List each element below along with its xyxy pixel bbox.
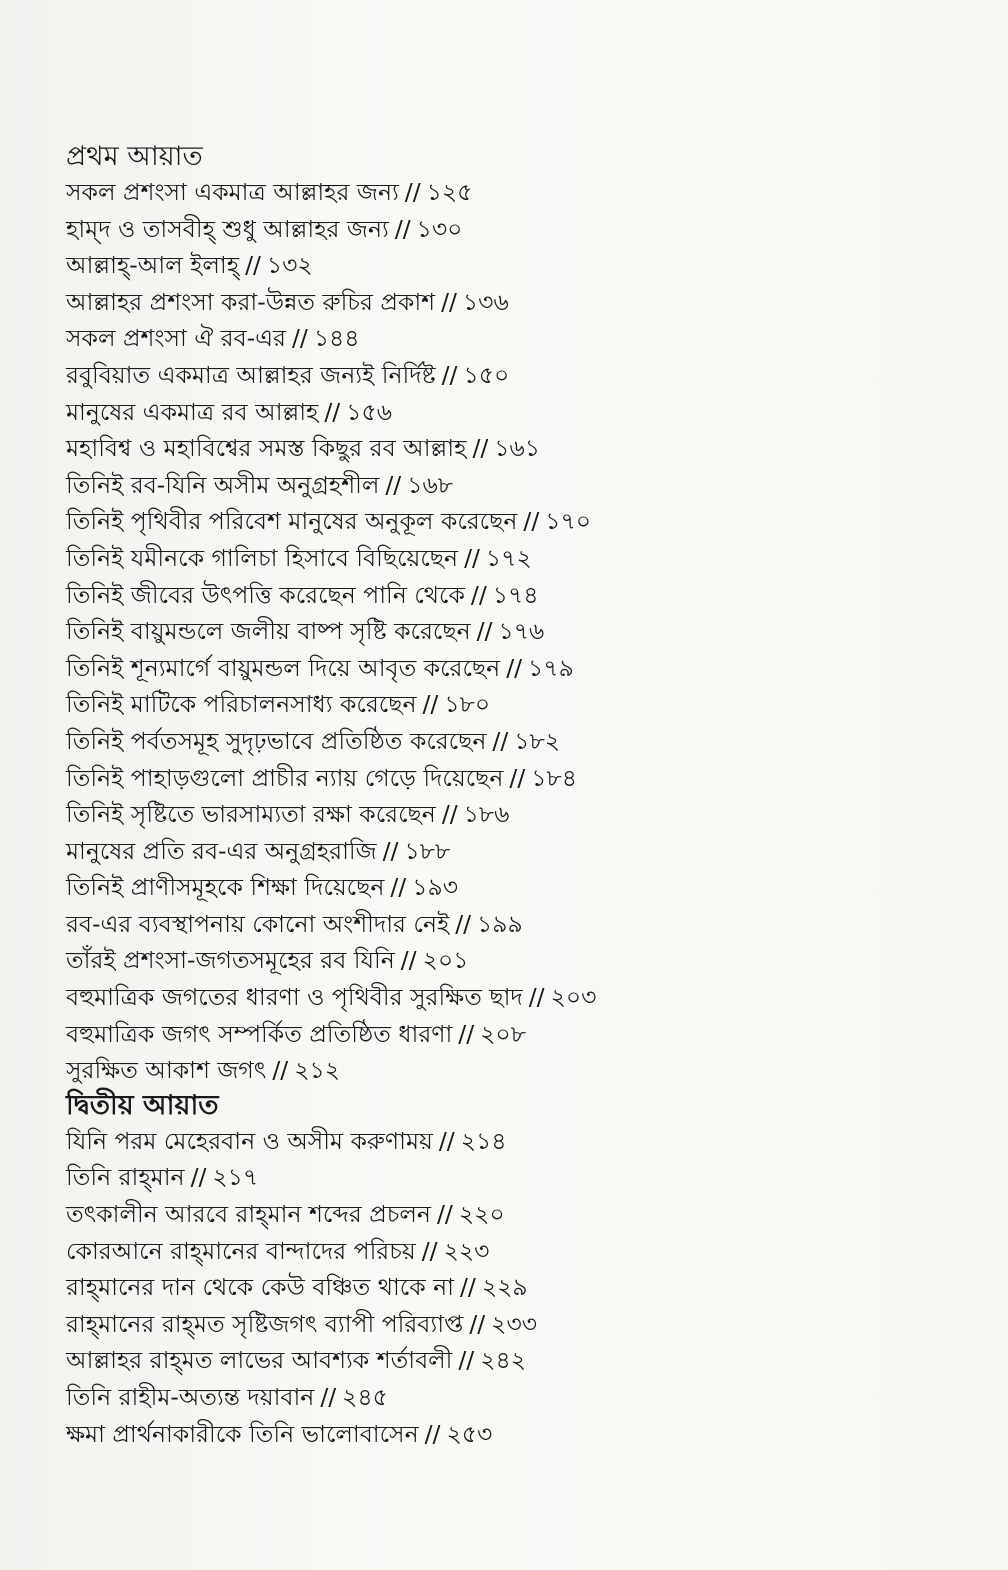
toc-entry-separator: // bbox=[438, 1126, 455, 1155]
section-list-second-ayat bbox=[66, 1123, 966, 1452]
toc-entry-page-number: ২২৯ bbox=[481, 1273, 528, 1302]
toc-entry bbox=[66, 430, 966, 467]
toc-entry-separator: // bbox=[382, 836, 399, 865]
toc-entry-title: বহুমাত্রিক জগতের ধারণা ও পৃথিবীর সুরক্ষিত ছাদ bbox=[66, 983, 523, 1012]
toc-entry-separator: // bbox=[272, 1056, 289, 1085]
toc-entry-separator: // bbox=[400, 946, 417, 975]
section-heading-second-ayat: দ্বিতীয় আয়াত bbox=[66, 1089, 219, 1121]
toc-entry-page-number: ২১৪ bbox=[460, 1126, 507, 1155]
toc-entry-separator: // bbox=[458, 1019, 475, 1048]
toc-entry-separator: // bbox=[245, 251, 261, 280]
toc-entry bbox=[66, 174, 966, 211]
toc-entry bbox=[66, 284, 966, 321]
toc-entry-separator: // bbox=[476, 617, 493, 646]
toc-entry bbox=[66, 1233, 966, 1270]
toc-entry-title: রবুবিয়াত একমাত্র আল্লাহর জন্যই নির্দিষ্ট bbox=[66, 360, 436, 389]
toc-entry-title: তিনিই মাটিকে পরিচালনসাধ্য করেছেন bbox=[66, 690, 417, 719]
toc-entry-separator: // bbox=[441, 800, 458, 829]
toc-entry-title: তৎকালীন আরবে রাহ্‌মান শব্দের প্রচলন bbox=[66, 1200, 431, 1229]
toc-entry-separator: // bbox=[523, 507, 540, 536]
toc-entry-title: তিনি রাহীম-অত্যন্ত দয়াবান bbox=[66, 1383, 315, 1411]
toc-entry-page-number: ১৭০ bbox=[545, 507, 592, 536]
toc-entry-separator: // bbox=[385, 470, 402, 499]
toc-entry-title: কোরআনে রাহ্‌মানের বান্দাদের পরিচয় bbox=[66, 1236, 416, 1265]
toc-entry bbox=[66, 503, 966, 540]
toc-entry-page-number: ১২৫ bbox=[426, 178, 473, 206]
toc-entry-page-number: ১৪৪ bbox=[313, 324, 360, 353]
toc-entry-page-number: ১৯৯ bbox=[477, 909, 523, 938]
toc-entry bbox=[66, 1306, 966, 1343]
toc-entry-title: তিনিই যমীনকে গালিচা হিসাবে বিছিয়েছেন bbox=[66, 543, 459, 572]
section-heading-first-ayat: প্রথম আয়াত bbox=[66, 141, 203, 172]
toc-entry bbox=[66, 1016, 966, 1053]
toc-entry-separator: // bbox=[458, 1346, 475, 1375]
toc-entry-title: আল্লাহ্‌-আল ইলাহ্‌ bbox=[66, 251, 240, 280]
toc-entry bbox=[66, 1159, 966, 1196]
toc-entry-page-number: ১৩০ bbox=[416, 214, 463, 243]
toc-entry-page-number: ২২৩ bbox=[443, 1236, 490, 1265]
toc-entry bbox=[66, 577, 966, 614]
toc-entry bbox=[66, 760, 966, 797]
toc-entry-separator: // bbox=[464, 543, 480, 572]
table-of-contents bbox=[66, 140, 966, 1452]
toc-entry bbox=[66, 942, 966, 979]
toc-entry-separator: // bbox=[469, 1309, 486, 1338]
toc-entry bbox=[66, 320, 966, 357]
toc-entry-page-number: ১৫৬ bbox=[346, 397, 392, 426]
toc-entry-title: মানুষের একমাত্র রব আল্লাহ bbox=[66, 397, 319, 426]
toc-entry bbox=[66, 1196, 966, 1233]
toc-entry-separator: // bbox=[394, 214, 411, 243]
toc-entry bbox=[66, 906, 966, 943]
toc-entry bbox=[66, 686, 966, 723]
toc-entry bbox=[66, 979, 966, 1016]
toc-entry-separator: // bbox=[460, 1273, 476, 1302]
toc-entry bbox=[66, 211, 966, 248]
toc-entry-title: তিনিই সৃষ্টিতে ভারসাম্যতা রক্ষা করেছেন bbox=[66, 800, 436, 829]
toc-entry-title: তিনিই রব-যিনি অসীম অনুগ্রহশীল bbox=[66, 470, 380, 499]
toc-entry-page-number: ১৭৪ bbox=[492, 580, 539, 609]
toc-entry-title: তিনিই পর্বতসমূহ সুদৃঢ়ভাবে প্রতিষ্ঠিত করেছেন bbox=[66, 726, 487, 755]
toc-entry bbox=[66, 1123, 966, 1160]
toc-entry-title: তিনিই শূন্যমার্গে বায়ুমন্ডল দিয়ে আবৃত করেছেন bbox=[66, 653, 501, 682]
toc-entry-title: তিনিই বায়ুমন্ডলে জলীয় বাষ্প সৃষ্টি করেছেন bbox=[66, 617, 471, 646]
toc-entry bbox=[66, 1416, 966, 1453]
toc-entry-page-number: ১৫০ bbox=[463, 360, 510, 389]
toc-entry-title: সকল প্রশংসা একমাত্র আল্লাহর জন্য bbox=[66, 178, 399, 206]
toc-entry bbox=[66, 1052, 966, 1089]
toc-entry-page-number: ১৭৯ bbox=[528, 653, 574, 682]
toc-entry-page-number: ১৯৩ bbox=[412, 873, 458, 902]
toc-entry-page-number: ২৫৩ bbox=[446, 1419, 493, 1448]
toc-entry-separator: // bbox=[509, 763, 526, 792]
toc-entry-separator: // bbox=[190, 1163, 207, 1192]
toc-entry-page-number: ১৮০ bbox=[444, 690, 491, 719]
toc-entry-title: সুরক্ষিত আকাশ জগৎ bbox=[66, 1056, 267, 1085]
toc-entry-title: রাহ্‌মানের রাহ্‌মত সৃষ্টিজগৎ ব্যাপী পরিব্যাপ্ত bbox=[66, 1309, 464, 1338]
toc-entry-title: তিনিই জীবের উৎপত্তি করেছেন পানি থেকে bbox=[66, 580, 465, 609]
toc-entry-title: তাঁরই প্রশংসা-জগতসমূহের রব যিনি bbox=[66, 946, 395, 975]
toc-entry-separator: // bbox=[472, 434, 489, 463]
toc-entry-title: আল্লাহর রাহ্‌মত লাভের আবশ্যক শর্তাবলী bbox=[66, 1346, 453, 1375]
toc-entry bbox=[66, 357, 966, 394]
toc-entry-separator: // bbox=[421, 1236, 438, 1265]
toc-entry-page-number: ২০১ bbox=[422, 946, 469, 975]
toc-entry-separator: // bbox=[441, 287, 457, 316]
toc-entry-page-number: ২৪৫ bbox=[342, 1383, 388, 1411]
toc-entry-separator: // bbox=[324, 397, 341, 426]
toc-entry-title: রাহ্‌মানের দান থেকে কেউ বঞ্চিত থাকে না bbox=[66, 1273, 454, 1302]
toc-entry-title: তিনিই পাহাড়গুলো প্রাচীর ন্যায় গেড়ে দিয়েছেন bbox=[66, 763, 504, 792]
toc-entry-separator: // bbox=[422, 690, 439, 719]
toc-entry-page-number: ১৬১ bbox=[494, 434, 541, 463]
toc-entry bbox=[66, 467, 966, 504]
toc-entry-page-number: ২৪২ bbox=[480, 1346, 527, 1375]
toc-entry-separator: // bbox=[291, 324, 308, 353]
toc-entry-page-number: ১৩২ bbox=[266, 251, 313, 280]
toc-entry bbox=[66, 869, 966, 906]
toc-entry-title: আল্লাহর প্রশংসা করা-উন্নত রুচির প্রকাশ bbox=[66, 287, 436, 316]
toc-entry-separator: // bbox=[320, 1383, 337, 1411]
toc-entry bbox=[66, 650, 966, 687]
toc-entry-page-number: ২১৭ bbox=[212, 1163, 259, 1192]
toc-entry-title: ক্ষমা প্রার্থনাকারীকে তিনি ভালোবাসেন bbox=[66, 1419, 419, 1448]
toc-entry-separator: // bbox=[390, 873, 407, 902]
toc-entry bbox=[66, 796, 966, 833]
toc-entry-page-number: ২০৩ bbox=[550, 983, 597, 1012]
toc-entry-title: যিনি পরম মেহেরবান ও অসীম করুণাময় bbox=[66, 1126, 433, 1155]
toc-entry-title: বহুমাত্রিক জগৎ সম্পর্কিত প্রতিষ্ঠিত ধারণা bbox=[66, 1019, 453, 1048]
toc-entry bbox=[66, 1379, 966, 1416]
toc-entry bbox=[66, 540, 966, 577]
toc-entry bbox=[66, 833, 966, 870]
toc-entry-page-number: ২২০ bbox=[458, 1200, 505, 1229]
toc-entry-page-number: ১৩৬ bbox=[462, 287, 509, 316]
toc-entry-page-number: ২১২ bbox=[294, 1056, 340, 1085]
toc-entry bbox=[66, 613, 966, 650]
toc-entry bbox=[66, 1269, 966, 1306]
toc-entry-title: তিনিই প্রাণীসমূহকে শিক্ষা দিয়েছেন bbox=[66, 873, 385, 902]
toc-entry-page-number: ১৭৬ bbox=[498, 617, 545, 646]
toc-entry-title: তিনিই পৃথিবীর পরিবেশ মানুষের অনুকূল করেছেন bbox=[66, 507, 518, 536]
toc-entry-title: মহাবিশ্ব ও মহাবিশ্বের সমস্ত কিছুর রব আল্লাহ bbox=[66, 434, 467, 463]
toc-entry bbox=[66, 394, 966, 431]
toc-entry-title: মানুষের প্রতি রব-এর অনুগ্রহরাজি bbox=[66, 836, 377, 865]
toc-entry-title: রব-এর ব্যবস্থাপনায় কোনো অংশীদার নেই bbox=[66, 909, 450, 938]
toc-entry-page-number: ১৬৮ bbox=[407, 470, 453, 499]
toc-entry-separator: // bbox=[424, 1419, 441, 1448]
toc-entry bbox=[66, 1342, 966, 1379]
toc-entry-title: হাম্‌দ ও তাসবীহ্‌ শুধু আল্লাহর জন্য bbox=[66, 214, 389, 243]
section-list-first-ayat bbox=[66, 174, 966, 1089]
toc-entry-title: সকল প্রশংসা ঐ রব-এর bbox=[66, 324, 286, 353]
toc-entry-page-number: ২০৮ bbox=[480, 1019, 526, 1048]
toc-entry-page-number: ১৮২ bbox=[514, 726, 561, 755]
toc-entry bbox=[66, 723, 966, 760]
toc-entry-separator: // bbox=[455, 909, 472, 938]
toc-entry-separator: // bbox=[436, 1200, 453, 1229]
toc-entry-separator: // bbox=[506, 653, 523, 682]
toc-entry-separator: // bbox=[492, 726, 509, 755]
toc-entry-separator: // bbox=[441, 360, 458, 389]
toc-entry-page-number: ১৭২ bbox=[485, 543, 532, 572]
toc-entry-page-number: ১৮৮ bbox=[404, 836, 451, 865]
toc-entry-separator: // bbox=[404, 178, 421, 206]
toc-entry-page-number: ২৩৩ bbox=[491, 1309, 538, 1338]
toc-entry bbox=[66, 247, 966, 284]
toc-entry-title: তিনি রাহ্‌মান bbox=[66, 1163, 185, 1192]
toc-entry-page-number: ১৮৪ bbox=[531, 763, 577, 792]
toc-entry-separator: // bbox=[528, 983, 545, 1012]
toc-entry-separator: // bbox=[470, 580, 487, 609]
toc-entry-page-number: ১৮৬ bbox=[463, 800, 510, 829]
